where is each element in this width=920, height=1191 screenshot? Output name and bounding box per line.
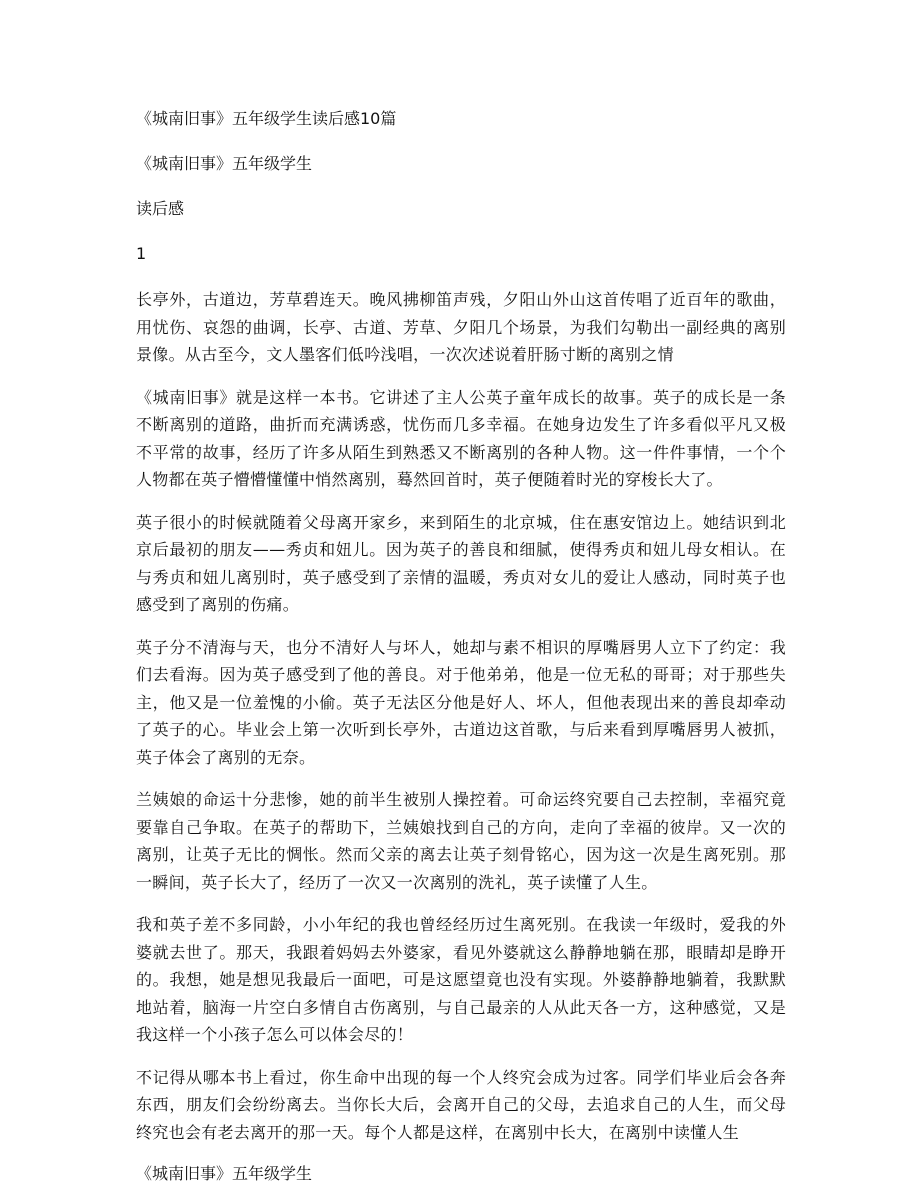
heading-line-2: 读后感: [136, 199, 185, 218]
heading-number: 1: [136, 244, 147, 263]
paragraph-5: 兰姨娘的命运十分悲惨，她的前半生被别人操控着。可命运终究要自己去控制，幸福究竟要靠自己争取。在英子的帮助下，兰姨娘找到自己的方向，走向了幸福的彼岸。又一次的离别，让英子无比的惆怅。然而父亲的离去让英子刻骨铭心，因为这一次是生离死别。那一瞬间，英子长大了，经历了一次又一次离别的洗礼，英子读懂了人生。: [136, 790, 786, 892]
document-page: [136, 106, 786, 1187]
paragraph-2: 《城南旧事》就是这样一本书。它讲述了主人公英子童年成长的故事。英子的成长是一条不断离别的道路，曲折而充满诱惑，忧伤而几多幸福。在她身边发生了许多看似平凡又极不平常的故事，经历了许多从陌生到熟悉又不断离别的各种人物。这一件件事情，一个个人物都在英子懵懵懂懂中悄然离别，蓦然回首时，英子便随着时光的穿梭长大了。: [136, 387, 786, 489]
document-title: 《城南旧事》五年级学生读后感10篇: [136, 109, 397, 128]
footer-heading: 《城南旧事》五年级学生: [136, 1164, 313, 1183]
paragraph-6: 我和英子差不多同龄，小小年纪的我也曾经经历过生离死别。在我读一年级时，爱我的外婆就去世了。那天，我跟着妈妈去外婆家，看见外婆就这么静静地躺在那，眼睛却是睁开的。我想，她是想见我最后一面吧，可是这愿望竟也没有实现。外婆静静地躺着，我默默地站着，脑海一片空白多情自古伤离别，与自己最亲的人从此天各一方，这种感觉，又是我这样一个小孩子怎么可以体会尽的！: [136, 915, 786, 1044]
paragraph-1: 长亭外，古道边，芳草碧连天。晚风拂柳笛声残，夕阳山外山这首传唱了近百年的歌曲，用忧伤、哀怨的曲调，长亭、古道、芳草、夕阳几个场景，为我们勾勒出一副经典的离别景像。从古至今，文人墨客们低吟浅唱，一次次述说着肝肠寸断的离别之情: [136, 290, 786, 364]
paragraph-4: 英子分不清海与天，也分不清好人与坏人，她却与素不相识的厚嘴唇男人立下了约定：我们去看海。因为英子感受到了他的善良。对于他弟弟，他是一位无私的哥哥；对于那些失主，他又是一位羞愧的小偷。英子无法区分他是好人、坏人，但他表现出来的善良却牵动了英子的心。毕业会上第一次听到长亭外，古道边这首歌，与后来看到厚嘴唇男人被抓，英子体会了离别的无奈。: [136, 637, 786, 767]
paragraph-3: 英子很小的时候就随着父母离开家乡，来到陌生的北京城，住在惠安馆边上。她结识到北京后最初的朋友——秀贞和妞儿。因为英子的善良和细腻，使得秀贞和妞儿母女相认。在与秀贞和妞儿离别时，英子感受到了亲情的温暖，秀贞对女儿的爱让人感动，同时英子也感受到了离别的伤痛。: [136, 512, 786, 614]
paragraph-7: 不记得从哪本书上看过，你生命中出现的每一个人终究会成为过客。同学们毕业后会各奔东西，朋友们会纷纷离去。当你长大后，会离开自己的父母，去追求自己的人生，而父母终究也会有老去离开的那一天。每个人都是这样，在离别中长大，在离别中读懂人生: [136, 1067, 786, 1142]
heading-line-1: 《城南旧事》五年级学生: [136, 154, 313, 173]
